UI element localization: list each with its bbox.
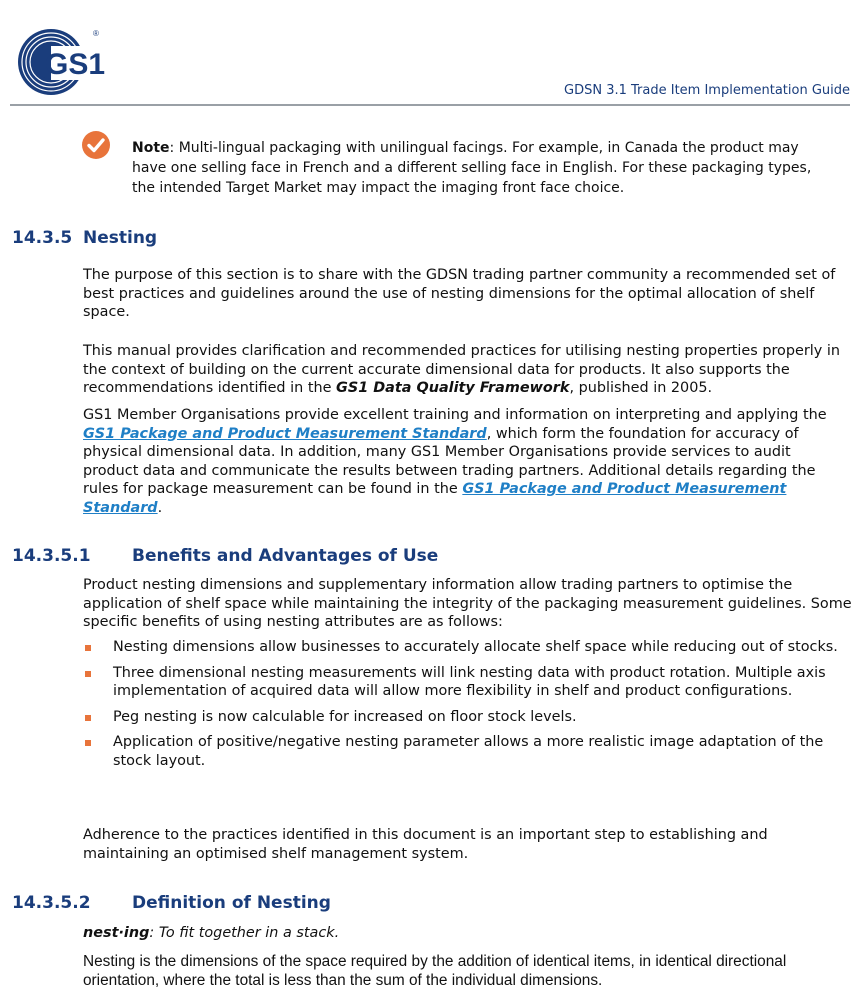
nesting-paragraph-3: [83, 406, 843, 517]
bullet-marker: [85, 671, 91, 677]
bullet-marker: [85, 740, 91, 746]
header-divider: [10, 104, 850, 106]
section-number: 14.3.5.1: [12, 546, 91, 566]
quality-framework-title: GS1 Data Quality Framework: [336, 380, 570, 396]
nesting-paragraph-1: The purpose of this section is to share with the GDSN trading partner community a recommended set of best practices and guidelines around the use of nesting dimensions for the optimal allocation of shelf space.: [83, 267, 836, 320]
list-item: [83, 664, 843, 701]
section-title: Definition of Nesting: [132, 893, 331, 913]
list-item-text: Application of positive/negative nesting parameter allows a more realistic image adaptation of the stock layout.: [113, 734, 824, 769]
section-heading-benefits: [12, 546, 439, 566]
section-number: 14.3.5.2: [12, 893, 91, 913]
bullet-marker: [85, 645, 91, 651]
section-title: Nesting: [83, 228, 158, 248]
paragraph-text: .: [157, 499, 163, 516]
definition-term: nest·ing: [83, 925, 150, 941]
paragraph-text: , which form the foundation for accuracy of physical dimensional data. In addition, many GS1 Member Organisations provide services to audit product data and communicate the results between trading partners. Additional details regarding the rules for package measurement can be found in the: [83, 425, 816, 497]
benefits-intro: Product nesting dimensions and supplementary information allow trading partners to optimise the application of shelf space while maintaining the integrity of the packaging measurement guidelines. Some specific benefits of using nesting attributes are as follows:: [83, 577, 852, 630]
check-icon: [81, 130, 111, 160]
definition-entry: [83, 925, 339, 941]
benefits-list: [83, 638, 843, 777]
paragraph-text: This manual provides clarification and recommended practices for utilising nesting properties properly in the context of building on the current accurate dimensional data for products. It also supports the recommendations identified in the: [83, 343, 840, 396]
bullet-marker: [85, 715, 91, 721]
measurement-standard-link[interactable]: GS1 Package and Product Measurement Standard: [83, 425, 487, 442]
list-item: [83, 708, 843, 727]
registered-mark: ®: [93, 29, 99, 38]
definition-gloss: : To fit together in a stack.: [149, 925, 340, 941]
measurement-standard-link-2[interactable]: GS1 Package and Product Measurement Standard: [83, 481, 787, 516]
document-header-title: GDSN 3.1 Trade Item Implementation Guide: [564, 83, 850, 98]
list-item-text: Nesting dimensions allow businesses to accurately allocate shelf space while reducing out of stocks.: [113, 639, 838, 655]
list-item-text: Peg nesting is now calculable for increased on floor stock levels.: [113, 708, 577, 725]
section-heading-nesting: [12, 228, 158, 248]
gs1-logo-text: GS1: [45, 48, 106, 81]
list-item: [83, 733, 843, 770]
note-label: Note: [132, 140, 170, 156]
paragraph-text: , published in 2005.: [569, 380, 713, 396]
gs1-logo: [15, 24, 107, 96]
definition-text: Nesting is the dimensions of the space required by the addition of identical items, in identical directional orientation, where the total is less than the sum of the individual dimensions.: [83, 953, 787, 989]
nesting-paragraph-2: [83, 342, 843, 398]
section-title: Benefits and Advantages of Use: [132, 546, 439, 566]
note-box: [132, 138, 832, 198]
benefits-closing: Adherence to the practices identified in this document is an important step to establishing and maintaining an optimised shelf management system.: [83, 827, 768, 862]
list-item: [83, 638, 843, 657]
section-number: 14.3.5: [12, 228, 73, 248]
list-item-text: Three dimensional nesting measurements will link nesting data with product rotation. Multiple axis implementation of acquired data will allow more flexibility in shelf and product configurations.: [113, 664, 826, 699]
paragraph-text: GS1 Member Organisations provide excellent training and information on interpreting and applying the: [83, 407, 827, 423]
section-heading-definition: [12, 893, 331, 913]
note-text: : Multi-lingual packaging with unilingual facings. For example, in Canada the product may have one selling face in French and a different selling face in English. For these packaging types, the intended Target Market may impact the imaging front face choice.: [132, 140, 812, 196]
